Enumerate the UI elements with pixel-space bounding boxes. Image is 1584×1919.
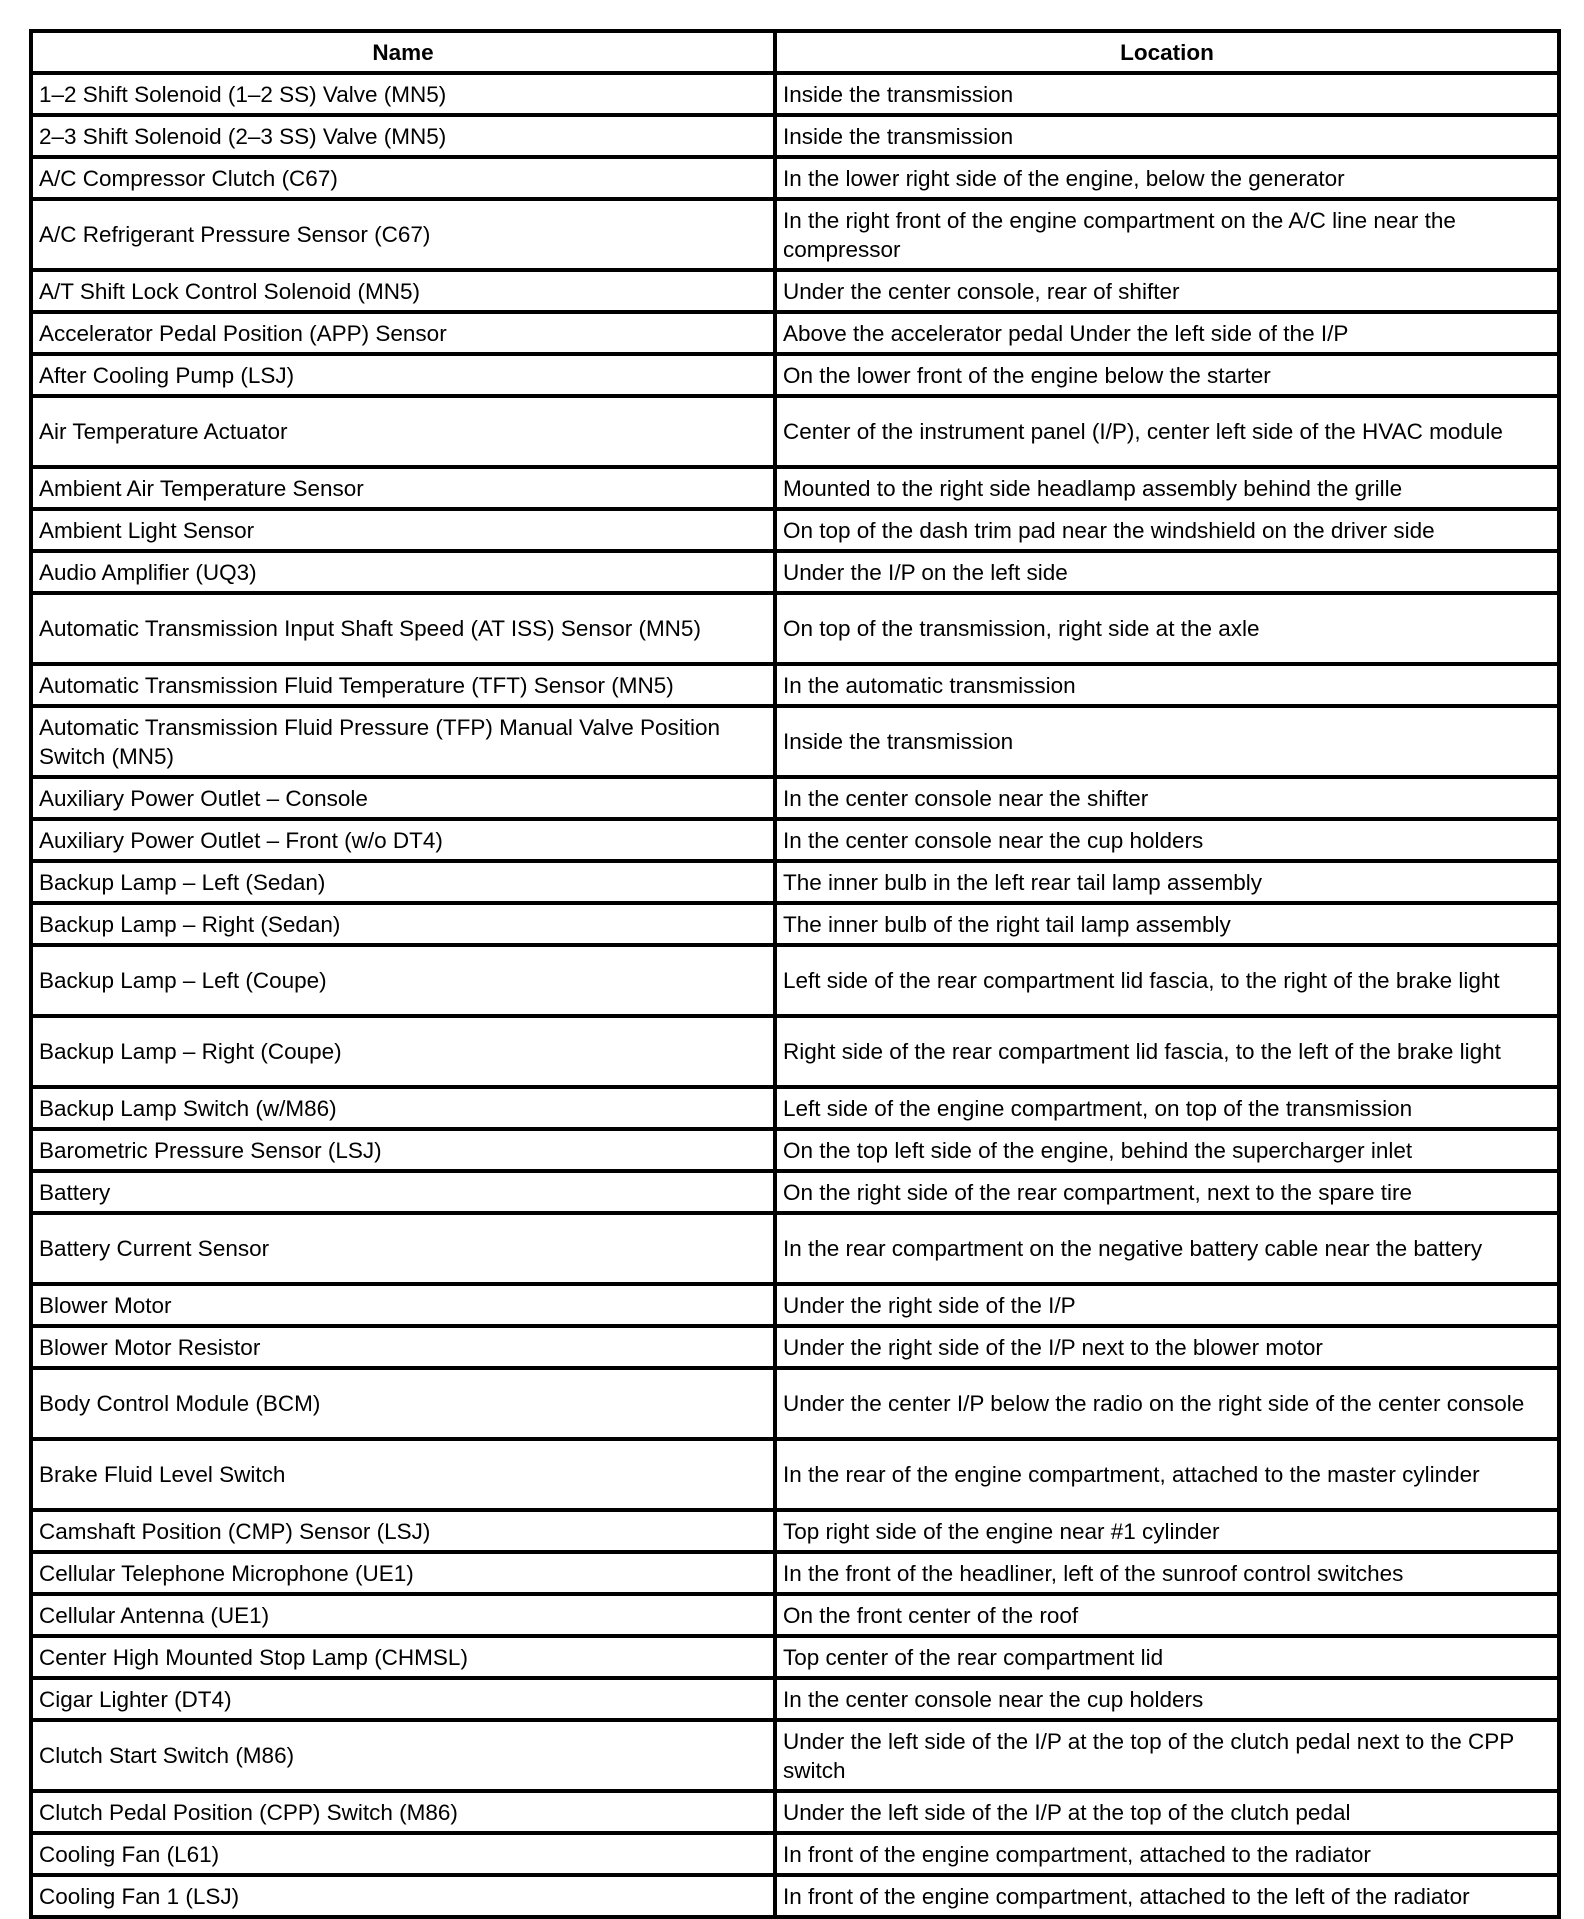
table-row (31, 467, 1559, 509)
table-body (31, 73, 1559, 1917)
component-name: Backup Lamp Switch (w/M86) (31, 1087, 775, 1129)
component-name: 2–3 Shift Solenoid (2–3 SS) Valve (MN5) (31, 115, 775, 157)
component-location: Center of the instrument panel (I/P), center left side of the HVAC module (775, 396, 1559, 467)
component-name: Air Temperature Actuator (31, 396, 775, 467)
component-name: Camshaft Position (CMP) Sensor (LSJ) (31, 1510, 775, 1552)
table-row (31, 903, 1559, 945)
component-location: In the front of the headliner, left of the sunroof control switches (775, 1552, 1559, 1594)
table-row (31, 777, 1559, 819)
table-row (31, 1129, 1559, 1171)
component-location: In the right front of the engine compartment on the A/C line near the compressor (775, 199, 1559, 270)
component-location: In the center console near the shifter (775, 777, 1559, 819)
component-location: In the lower right side of the engine, below the generator (775, 157, 1559, 199)
table-row (31, 593, 1559, 664)
table-row (31, 819, 1559, 861)
table-row (31, 509, 1559, 551)
table-row (31, 354, 1559, 396)
table-row (31, 664, 1559, 706)
component-name: A/C Compressor Clutch (C67) (31, 157, 775, 199)
component-name: Backup Lamp – Right (Sedan) (31, 903, 775, 945)
component-name: Brake Fluid Level Switch (31, 1439, 775, 1510)
table-row (31, 551, 1559, 593)
component-location: In front of the engine compartment, attached to the left of the radiator (775, 1875, 1559, 1917)
component-name: Clutch Start Switch (M86) (31, 1720, 775, 1791)
component-location: Under the center I/P below the radio on the right side of the center console (775, 1368, 1559, 1439)
table-row (31, 1510, 1559, 1552)
component-name: Automatic Transmission Fluid Pressure (TFP) Manual Valve Position Switch (MN5) (31, 706, 775, 777)
component-location: In the automatic transmission (775, 664, 1559, 706)
table-row (31, 157, 1559, 199)
component-name: Audio Amplifier (UQ3) (31, 551, 775, 593)
component-location: Above the accelerator pedal Under the left side of the I/P (775, 312, 1559, 354)
component-location: In the center console near the cup holders (775, 819, 1559, 861)
table-row (31, 1087, 1559, 1129)
component-name: Battery (31, 1171, 775, 1213)
component-name: Ambient Light Sensor (31, 509, 775, 551)
component-name: Barometric Pressure Sensor (LSJ) (31, 1129, 775, 1171)
component-location: Top right side of the engine near #1 cylinder (775, 1510, 1559, 1552)
component-name: Backup Lamp – Right (Coupe) (31, 1016, 775, 1087)
component-name: Clutch Pedal Position (CPP) Switch (M86) (31, 1791, 775, 1833)
table-row (31, 1678, 1559, 1720)
table-row (31, 270, 1559, 312)
component-location: Left side of the engine compartment, on top of the transmission (775, 1087, 1559, 1129)
table-row (31, 1439, 1559, 1510)
component-name: Blower Motor (31, 1284, 775, 1326)
table-row (31, 396, 1559, 467)
table-row (31, 1326, 1559, 1368)
component-location: Inside the transmission (775, 115, 1559, 157)
table-header-row (31, 31, 1559, 73)
component-name: Auxiliary Power Outlet – Console (31, 777, 775, 819)
column-header-location: Location (775, 31, 1559, 73)
component-name: Automatic Transmission Input Shaft Speed (AT ISS) Sensor (MN5) (31, 593, 775, 664)
table-row (31, 706, 1559, 777)
component-name: After Cooling Pump (LSJ) (31, 354, 775, 396)
component-name: Backup Lamp – Left (Coupe) (31, 945, 775, 1016)
table-row (31, 1875, 1559, 1917)
component-location: The inner bulb in the left rear tail lamp assembly (775, 861, 1559, 903)
table-row (31, 1368, 1559, 1439)
table-row (31, 945, 1559, 1016)
component-name: Ambient Air Temperature Sensor (31, 467, 775, 509)
component-name: Backup Lamp – Left (Sedan) (31, 861, 775, 903)
table-row (31, 1016, 1559, 1087)
component-location: Under the left side of the I/P at the top of the clutch pedal next to the CPP switch (775, 1720, 1559, 1791)
component-location: On the front center of the roof (775, 1594, 1559, 1636)
component-location: Mounted to the right side headlamp assembly behind the grille (775, 467, 1559, 509)
table-row (31, 1594, 1559, 1636)
component-name: Cooling Fan (L61) (31, 1833, 775, 1875)
component-location: Under the right side of the I/P next to the blower motor (775, 1326, 1559, 1368)
table-row (31, 115, 1559, 157)
component-location: Under the left side of the I/P at the top of the clutch pedal (775, 1791, 1559, 1833)
component-location: Inside the transmission (775, 706, 1559, 777)
component-name: A/T Shift Lock Control Solenoid (MN5) (31, 270, 775, 312)
table-row (31, 1284, 1559, 1326)
component-location: On top of the transmission, right side at the axle (775, 593, 1559, 664)
component-location: Top center of the rear compartment lid (775, 1636, 1559, 1678)
component-location: In the rear of the engine compartment, attached to the master cylinder (775, 1439, 1559, 1510)
component-location: Under the I/P on the left side (775, 551, 1559, 593)
component-name: Auxiliary Power Outlet – Front (w/o DT4) (31, 819, 775, 861)
component-name: Cellular Telephone Microphone (UE1) (31, 1552, 775, 1594)
table-row (31, 1552, 1559, 1594)
component-location: On the right side of the rear compartment, next to the spare tire (775, 1171, 1559, 1213)
table-row (31, 1213, 1559, 1284)
component-location: On top of the dash trim pad near the windshield on the driver side (775, 509, 1559, 551)
component-location: Inside the transmission (775, 73, 1559, 115)
component-name: Body Control Module (BCM) (31, 1368, 775, 1439)
table-row (31, 312, 1559, 354)
table-row (31, 73, 1559, 115)
component-name: Center High Mounted Stop Lamp (CHMSL) (31, 1636, 775, 1678)
table-row (31, 861, 1559, 903)
component-location: Under the center console, rear of shifter (775, 270, 1559, 312)
component-location: Left side of the rear compartment lid fascia, to the right of the brake light (775, 945, 1559, 1016)
component-name: Accelerator Pedal Position (APP) Sensor (31, 312, 775, 354)
component-name: 1–2 Shift Solenoid (1–2 SS) Valve (MN5) (31, 73, 775, 115)
table-row (31, 1636, 1559, 1678)
component-name: Blower Motor Resistor (31, 1326, 775, 1368)
component-name: Cigar Lighter (DT4) (31, 1678, 775, 1720)
component-location: Right side of the rear compartment lid fascia, to the left of the brake light (775, 1016, 1559, 1087)
component-location: Under the right side of the I/P (775, 1284, 1559, 1326)
component-name: A/C Refrigerant Pressure Sensor (C67) (31, 199, 775, 270)
component-name: Battery Current Sensor (31, 1213, 775, 1284)
component-name: Automatic Transmission Fluid Temperature (TFT) Sensor (MN5) (31, 664, 775, 706)
component-location: On the lower front of the engine below the starter (775, 354, 1559, 396)
table-row (31, 199, 1559, 270)
component-location: In front of the engine compartment, attached to the radiator (775, 1833, 1559, 1875)
component-location: The inner bulb of the right tail lamp assembly (775, 903, 1559, 945)
table-row (31, 1720, 1559, 1791)
component-location: In the rear compartment on the negative battery cable near the battery (775, 1213, 1559, 1284)
table-row (31, 1833, 1559, 1875)
component-location-table (29, 29, 1561, 1919)
component-name: Cellular Antenna (UE1) (31, 1594, 775, 1636)
component-name: Cooling Fan 1 (LSJ) (31, 1875, 775, 1917)
component-location: In the center console near the cup holders (775, 1678, 1559, 1720)
component-location: On the top left side of the engine, behind the supercharger inlet (775, 1129, 1559, 1171)
table-row (31, 1171, 1559, 1213)
table-row (31, 1791, 1559, 1833)
column-header-name: Name (31, 31, 775, 73)
